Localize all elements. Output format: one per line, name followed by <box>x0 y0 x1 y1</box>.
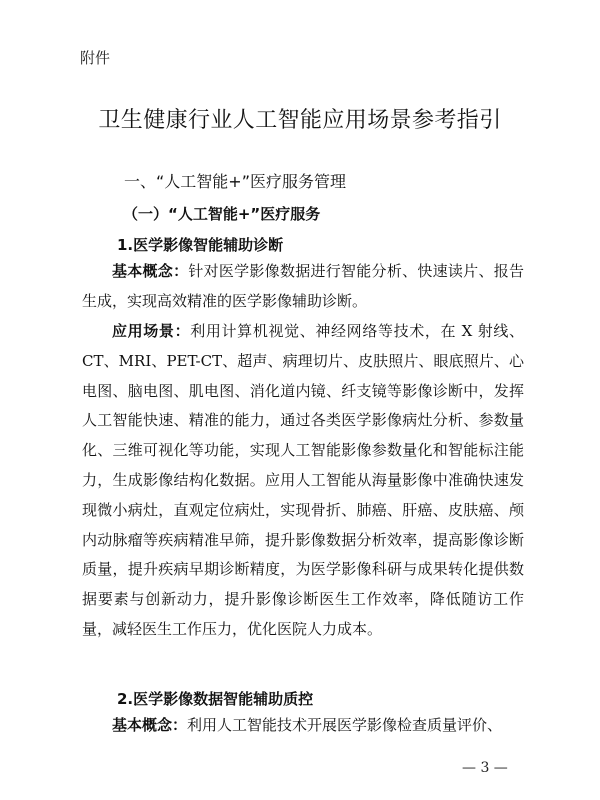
item-heading-2: 2.医学影像数据智能辅助质控 <box>117 690 314 708</box>
concept-label: 基本概念： <box>112 262 189 280</box>
scenario-paragraph <box>82 317 524 645</box>
concept-text: 利用人工智能技术开展医学影像检查质量评价、 <box>187 716 503 734</box>
item-heading-1: 1.医学影像智能辅助诊断 <box>117 236 284 254</box>
page-number: — 3 — <box>462 760 508 776</box>
subsection-heading: （一）“人工智能+”医疗服务 <box>123 205 321 223</box>
concept-text: 针对医学影像数据进行智能分析、快速读片、报告生成，实现高效精准的医学影像辅助诊断。 <box>82 262 524 310</box>
scenario-label: 应用场景： <box>112 322 191 340</box>
concept-paragraph-1 <box>82 257 524 317</box>
section-heading: 一、“人工智能+”医疗服务管理 <box>124 172 346 191</box>
document-title: 卫生健康行业人工智能应用场景参考指引 <box>98 108 502 133</box>
scenario-text: 利用计算机视觉、神经网络等技术，在 X 射线、CT、MRI、PET-CT、超声、病理切片、皮肤照片、眼底照片、心电图、脑电图、肌电图、消化道内镜、纤支镜等影像诊断中，发挥人工智能快速、精准的能力，通过各类医学影像病灶分析、参数量化、三维可视化等功能，实现人工智能影像参数量化和智能标注能力，生成影像结构化数据。应用人工智能从海量影像中准确快速发现微小病灶，直观定位病灶，实现骨折、肺癌、肝癌、皮肤癌、颅内动脉瘤等疾病精准早筛，提升影像数据分析效率，提高影像诊断质量，提升疾病早期诊断精度，为医学影像科研与成果转化提供数据要素与创新动力，提升影像诊断医生工作效率，降低随访工作量，减轻医生工作压力，优化医院人力成本。 <box>82 322 524 638</box>
concept-paragraph-2 <box>82 711 524 741</box>
concept-label: 基本概念： <box>112 716 188 734</box>
attachment-label: 附件 <box>80 49 111 67</box>
